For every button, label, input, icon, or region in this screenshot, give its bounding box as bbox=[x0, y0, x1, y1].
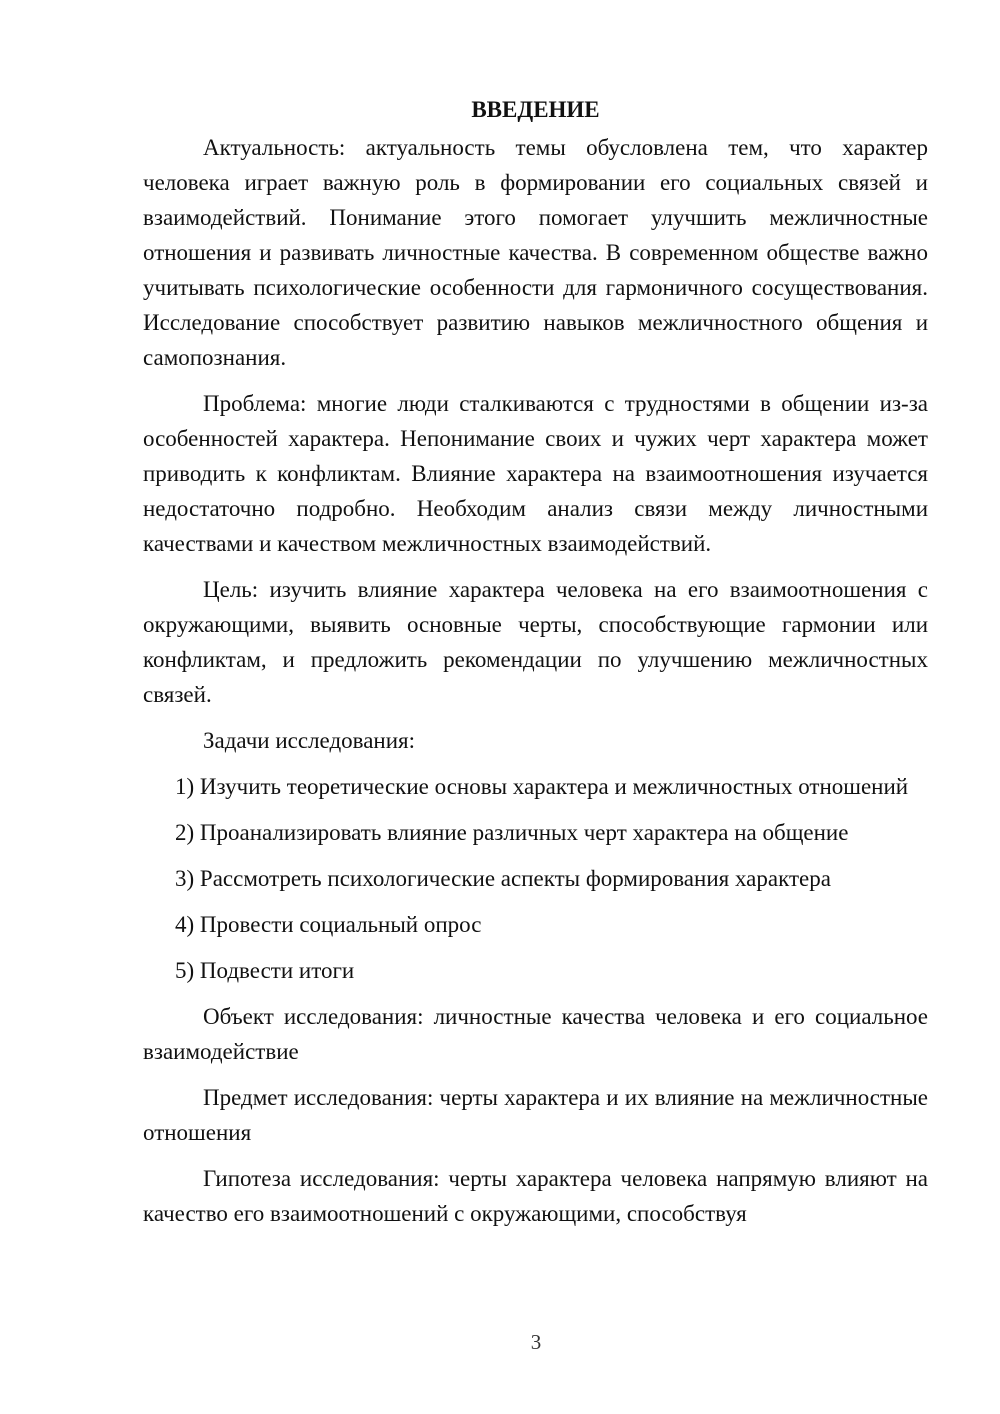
goal-paragraph: Цель: изучить влияние характера человека на его взаимоотношения с окружающими, выявить основные черты, способствующие гармонии или конфликтам, и предложить рекомендации по улучшению межличностных связей. bbox=[143, 577, 928, 707]
task-item: 5) Подвести итоги bbox=[175, 958, 355, 983]
subject-paragraph: Предмет исследования: черты характера и их влияние на межличностные отношения bbox=[143, 1085, 928, 1145]
page-number: 3 bbox=[530, 1330, 542, 1354]
relevance-paragraph: Актуальность: актуальность темы обусловлена тем, что характер человека играет важную роль в формировании его социальных связей и взаимодействий. Понимание этого помогает улучшить межличностные отношения и развивать личностные качества. В современном обществе важно учитывать психологические особенности для гармоничного сосуществования. Исследование способствует развитию навыков межличностного общения и самопознания. bbox=[143, 135, 928, 370]
task-item: 3) Рассмотреть психологические аспекты формирования характера bbox=[175, 866, 831, 891]
page-content bbox=[143, 92, 928, 1242]
tasks-label: Задачи исследования: bbox=[203, 728, 416, 753]
task-item: 1) Изучить теоретические основы характера и межличностных отношений bbox=[175, 774, 909, 799]
tasks-list bbox=[143, 769, 928, 988]
task-item: 2) Проанализировать влияние различных черт характера на общение bbox=[175, 820, 849, 845]
hypothesis-paragraph: Гипотеза исследования: черты характера человека напрямую влияют на качество его взаимоотношений с окружающими, способствуя bbox=[143, 1166, 928, 1226]
object-paragraph: Объект исследования: личностные качества человека и его социальное взаимодействие bbox=[143, 1004, 928, 1064]
section-heading: ВВЕДЕНИЕ bbox=[471, 97, 600, 122]
task-item: 4) Провести социальный опрос bbox=[175, 912, 482, 937]
problem-paragraph: Проблема: многие люди сталкиваются с трудностями в общении из-за особенностей характера. Непонимание своих и чужих черт характера может приводить к конфликтам. Влияние характера на взаимоотношения изучается недостаточно подробно. Необходим анализ связи между личностными качествами и качеством межличностных взаимодействий. bbox=[143, 391, 928, 556]
